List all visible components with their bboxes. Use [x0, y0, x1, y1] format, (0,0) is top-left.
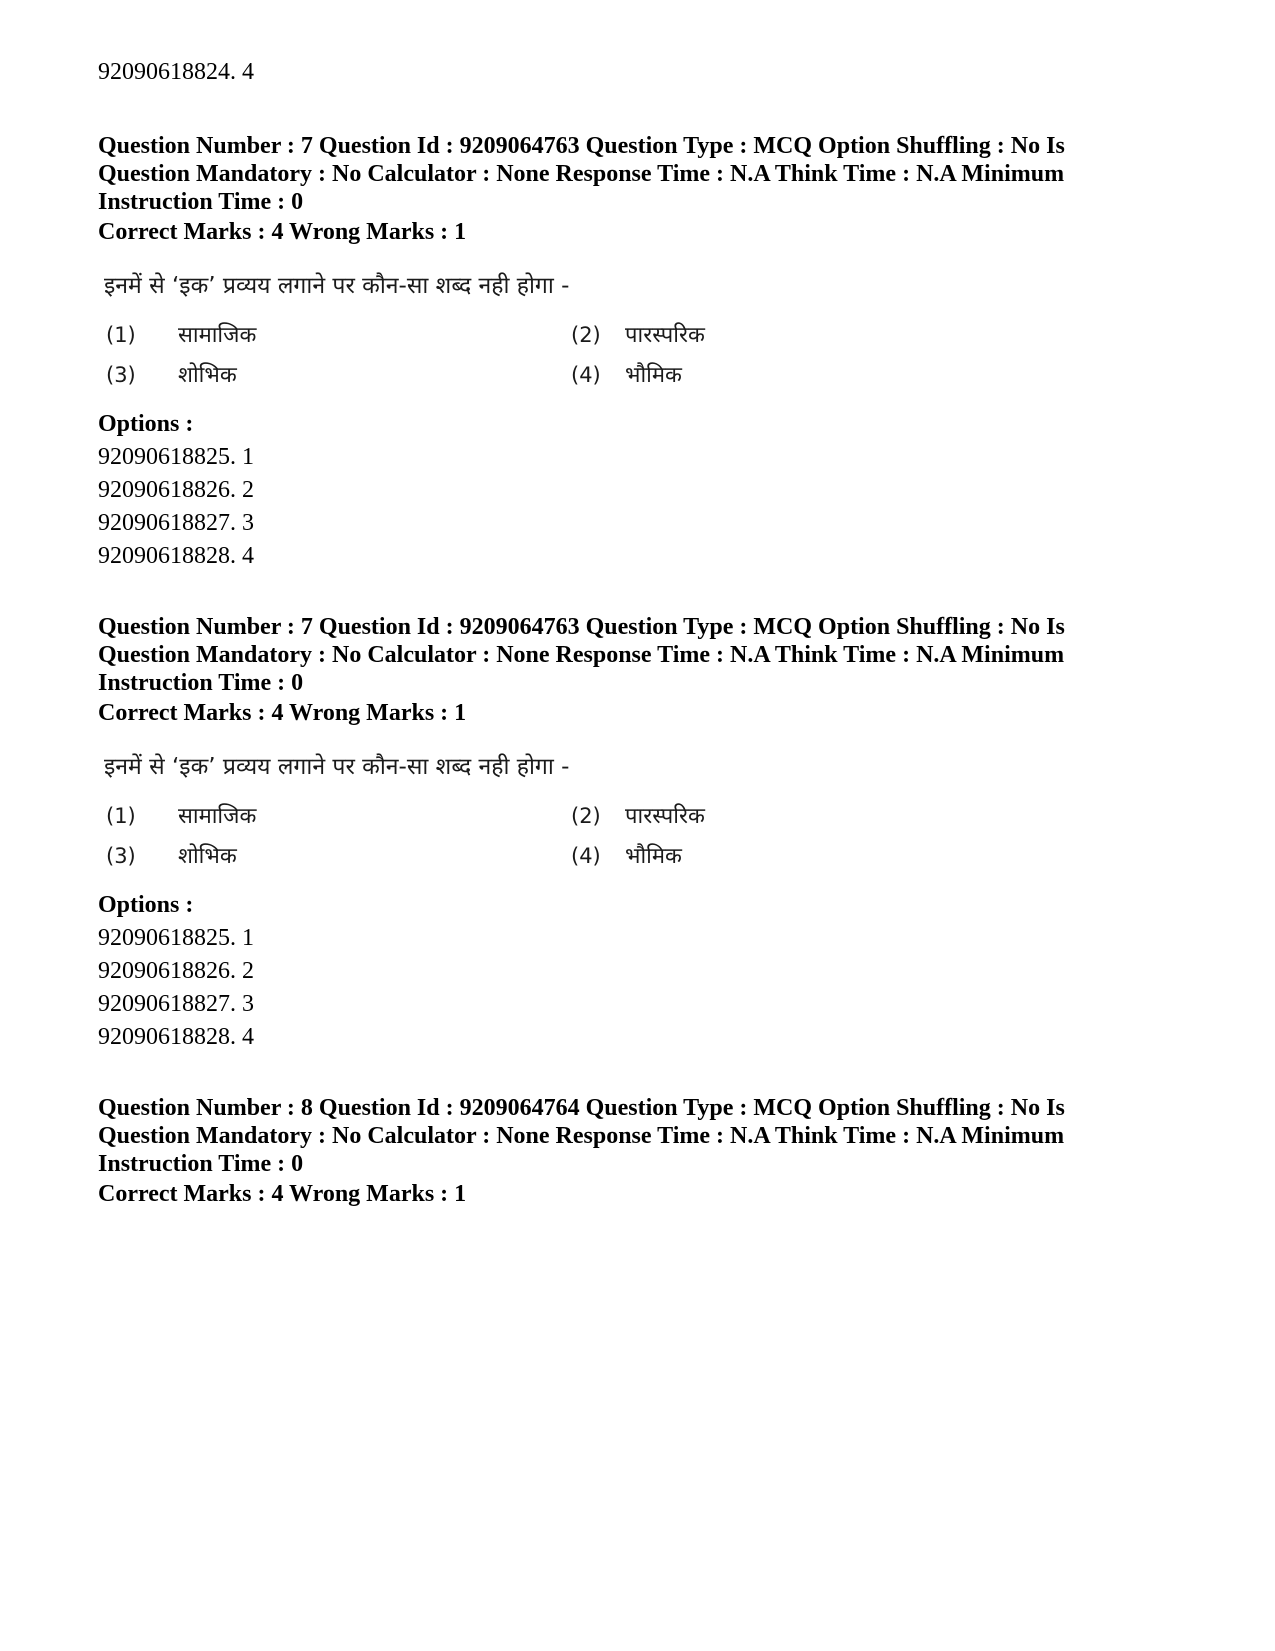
question-header-line: Instruction Time : 0	[98, 1151, 304, 1177]
choice-text: सामाजिक	[178, 804, 257, 829]
option-line: 92090618828. 4	[98, 543, 254, 569]
option-line: 92090618825. 1	[98, 444, 254, 470]
question-header-line: Question Number : 7 Question Id : 9209064763 Question Type : MCQ Option Shuffling : No Is	[98, 614, 1065, 640]
choice-item	[106, 801, 256, 832]
question-header-line: Question Number : 8 Question Id : 9209064764 Question Type : MCQ Option Shuffling : No Is	[98, 1095, 1065, 1121]
choice-text: शोभिक	[178, 363, 237, 388]
choice-item	[571, 320, 705, 351]
question-header-line: Question Mandatory : No Calculator : None Response Time : N.A Think Time : N.A Minimum	[98, 642, 1065, 668]
choice-number: (2)	[571, 804, 601, 828]
choice-item	[571, 360, 682, 391]
option-line: 92090618827. 3	[98, 991, 254, 1017]
marks-line: Correct Marks : 4 Wrong Marks : 1	[98, 219, 467, 245]
option-line: 92090618828. 4	[98, 1024, 254, 1050]
question-header	[98, 613, 1098, 697]
options-title: Options :	[98, 411, 194, 437]
question-header-line: Question Mandatory : No Calculator : None Response Time : N.A Think Time : N.A Minimum	[98, 1123, 1065, 1149]
choice-number: (1)	[106, 323, 136, 347]
option-line: 92090618826. 2	[98, 958, 254, 984]
marks-line: Correct Marks : 4 Wrong Marks : 1	[98, 1181, 467, 1207]
question-header-line: Question Number : 7 Question Id : 9209064763 Question Type : MCQ Option Shuffling : No Is	[98, 133, 1065, 159]
question-image	[104, 270, 764, 405]
question-header-line: Instruction Time : 0	[98, 189, 304, 215]
options-title: Options :	[98, 892, 194, 918]
choice-number: (2)	[571, 323, 601, 347]
options-list	[98, 889, 254, 1054]
marks-line: Correct Marks : 4 Wrong Marks : 1	[98, 700, 467, 726]
choice-text: सामाजिक	[178, 323, 257, 348]
choice-item	[106, 320, 256, 351]
question-text: इनमें से ‘इक’ प्रव्यय लगाने पर कौन-सा शब्द नही होगा -	[104, 273, 570, 299]
question-header	[98, 1094, 1098, 1178]
options-list	[98, 408, 254, 573]
choice-number: (4)	[571, 844, 601, 868]
choice-text: पारस्परिक	[625, 804, 705, 829]
option-line: 92090618826. 2	[98, 477, 254, 503]
question-header	[98, 132, 1098, 216]
choice-number: (4)	[571, 363, 601, 387]
choice-item	[106, 360, 237, 391]
question-image	[104, 751, 764, 886]
choice-text: भौमिक	[625, 363, 682, 388]
choice-number: (3)	[106, 363, 136, 387]
choice-item	[571, 801, 705, 832]
option-line: 92090618827. 3	[98, 510, 254, 536]
choice-item	[571, 841, 682, 872]
choice-item	[106, 841, 237, 872]
choice-text: शोभिक	[178, 844, 237, 869]
question-header-line: Question Mandatory : No Calculator : None Response Time : N.A Think Time : N.A Minimum	[98, 161, 1065, 187]
question-header-line: Instruction Time : 0	[98, 670, 304, 696]
previous-option-line: 92090618824. 4	[98, 59, 254, 85]
choice-text: भौमिक	[625, 844, 682, 869]
choice-text: पारस्परिक	[625, 323, 705, 348]
choice-number: (1)	[106, 804, 136, 828]
option-line: 92090618825. 1	[98, 925, 254, 951]
choice-number: (3)	[106, 844, 136, 868]
question-text: इनमें से ‘इक’ प्रव्यय लगाने पर कौन-सा शब्द नही होगा -	[104, 754, 570, 780]
